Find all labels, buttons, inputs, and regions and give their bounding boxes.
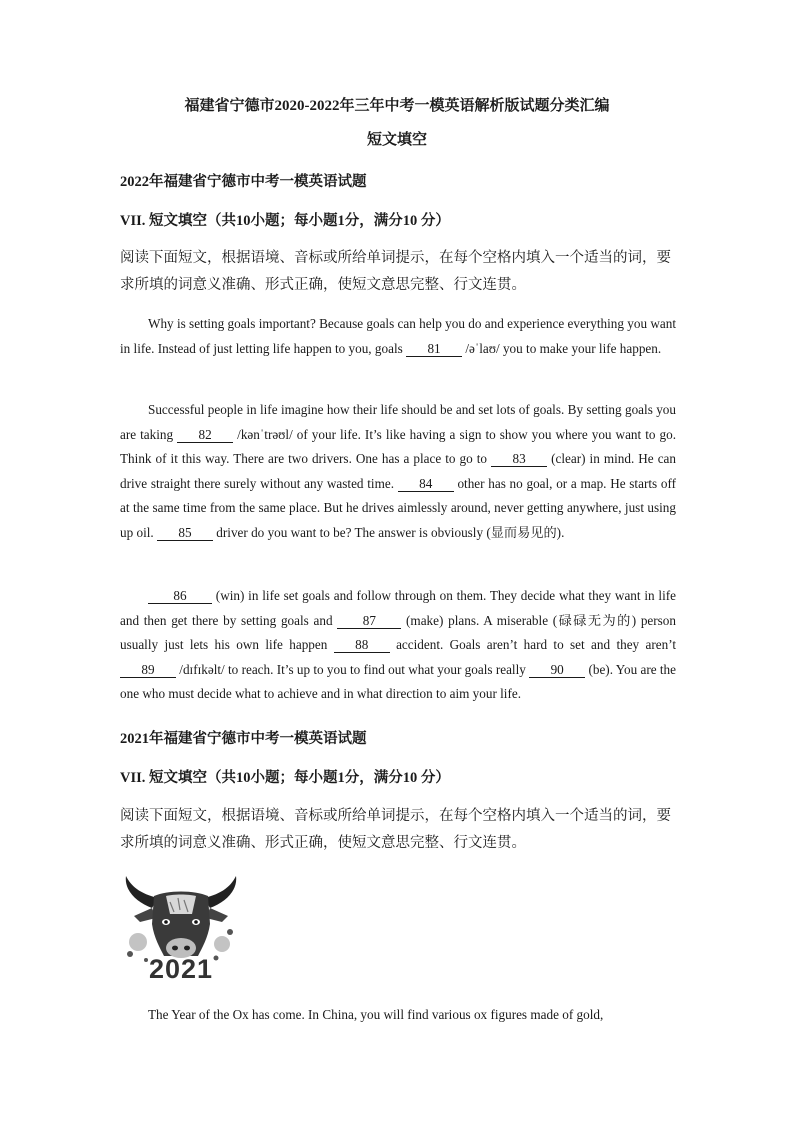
section-2022-part-title: VII. 短文填空（共10小题；每小题1分，满分10 分）: [120, 213, 450, 229]
ox-year-label: 2021: [148, 954, 214, 984]
blank-87[interactable]: 87: [337, 613, 401, 629]
passage-2022-paragraph-1: Why is setting goals important? Because goals can help you do and experience everything you want in life. Instead of just letting life happen to you, goals 81 /əˈlaʊ/ you to make your life happen.: [120, 316, 676, 356]
blank-81[interactable]: 81: [406, 341, 462, 357]
blank-85[interactable]: 85: [157, 525, 213, 541]
ox-head-icon: [126, 876, 236, 962]
document-subtitle: 短文填空: [366, 132, 427, 148]
blank-90[interactable]: 90: [529, 662, 585, 678]
blank-82[interactable]: 82: [177, 427, 233, 443]
blank-83[interactable]: 83: [491, 451, 547, 467]
section-2021-part-title: VII. 短文填空（共10小题；每小题1分，满分10 分）: [120, 770, 450, 786]
section-2022-heading: 2022年福建省宁德市中考一模英语试题: [120, 174, 367, 190]
passage-2022-paragraph-2: Successful people in life imagine how their life should be and set lots of goals. By setting goals you are taking 82 /kənˈtrəʊl/ of your life. It’s like having a sign to show you where you want to go. Think of it this way. There are two drivers. One has a place to go to 83 (clear) in mind. He can drive straight there surely without any wasted time. 84 other has no goal, or a map. He starts off at the same time from the same place. But he drives aimlessly around, never getting anywhere, just using up oil. 85 driver do you want to be? The answer is obviously (显而易见的).: [120, 402, 676, 540]
passage-2021-paragraph-1: The Year of the Ox has come. In China, you will find various ox figures made of gold,: [148, 1007, 604, 1022]
blank-84[interactable]: 84: [398, 476, 454, 492]
document-title: 福建省宁德市2020-2022年三年中考一模英语解析版试题分类汇编: [184, 98, 610, 114]
section-2022-instructions: 阅读下面短文，根据语境、音标或所给单词提示，在每个空格内填入一个适当的词，要求所填的词意义准确、形式正确，使短文意思完整、行文连贯。: [120, 250, 671, 293]
passage-2022-paragraph-3: 86 (win) in life set goals and follow through on them. They decide what they want in life and then get there by setting goals and 87 (make) plans. A miserable (碌碌无为的) person usually just lets his own life happen 88 accident. Goals aren’t hard to set and they aren’t 89 /dɪfɪkəlt/ to reach. It’s up to you to find out what your goals really 90 (be). You are the one who must decide what to achieve and in what direction to aim your life.: [120, 588, 677, 701]
blank-88[interactable]: 88: [334, 637, 390, 653]
section-2021-instructions: 阅读下面短文，根据语境、音标或所给单词提示，在每个空格内填入一个适当的词，要求所填的词意义准确、形式正确，使短文意思完整、行文连贯。: [120, 808, 671, 851]
ox-2021-illustration: [118, 872, 244, 984]
blank-86[interactable]: 86: [148, 588, 212, 604]
section-2021-heading: 2021年福建省宁德市中考一模英语试题: [120, 731, 367, 747]
blank-89[interactable]: 89: [120, 662, 176, 678]
